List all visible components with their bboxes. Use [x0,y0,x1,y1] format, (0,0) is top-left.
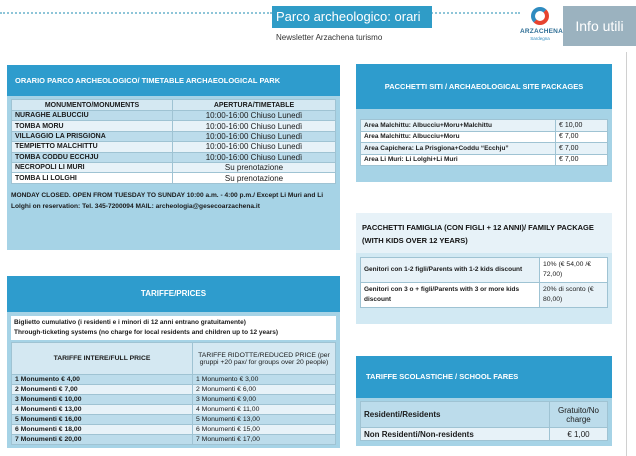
table-row [12,111,336,121]
table-row [12,425,336,435]
site-time: 10:00-16:00 Chiuso Lunedì [173,121,336,131]
reduced-price: 2 Monumenti € 6,00 [193,385,336,395]
tariffe-col-full: TARIFFE INTERE/FULL PRICE [12,343,193,375]
header-dotted-line-right [420,12,520,14]
table-row [12,415,336,425]
orario-panel [7,65,340,250]
table-row [361,131,608,143]
table-row [12,435,336,445]
logo-subtext: Sardegna [530,36,550,41]
logo-text: ARZACHENA [520,28,563,35]
table-row [12,173,336,183]
family-discount-name: Genitori con 1-2 figli/Parents with 1-2 kids discount [361,258,540,283]
site-time: 10:00-16:00 Chiuso Lunedì [173,111,336,121]
site-name: TEMPIETTO MALCHITTU [12,142,173,152]
table-row [361,402,608,428]
family-discount-price: 10% (€ 54,00 /€ 72,00) [540,258,608,283]
pacchetti-table [360,119,608,166]
package-price: € 7,00 [556,154,608,166]
page-subtitle: Newsletter Arzachena turismo [276,33,383,42]
scolastiche-panel [356,356,612,446]
site-name: TOMBA LI LOLGHI [12,173,173,183]
school-fare-name: Non Residenti/Non-residents [361,428,550,441]
full-price: 7 Monumenti € 20,00 [12,435,193,445]
table-row [361,283,608,308]
scolastiche-heading: TARIFFE SCOLASTICHE / SCHOOL FARES [356,356,612,398]
reduced-price: 7 Monumenti € 17,00 [193,435,336,445]
table-row [12,405,336,415]
orario-note: MONDAY CLOSED. OPEN FROM TUESDAY TO SUNDAY 10:00 a.m. - 4:00 p.m./ Except Li Muri and Li Lolghi on reservation: Tel. 345-7200094 MAIL: archeologia@gesecoarzachena.it [11,191,324,210]
famiglia-panel [356,213,612,324]
site-name: TOMBA CODDU ECCHJU [12,152,173,162]
school-fare-price: Gratuito/No charge [550,402,608,428]
header-dotted-line-left [0,12,272,14]
package-name: Area Malchittu: Albucciu+Moru+Malchittu [361,120,556,132]
package-name: Area Malchittu: Albucciu+Moru [361,131,556,143]
table-row [12,142,336,152]
page-title: Parco archeologico: orari [272,6,432,28]
logo-swirl-icon [531,7,549,25]
site-time: Su prenotazione [173,162,336,172]
school-fare-price: € 1,00 [550,428,608,441]
table-row [12,121,336,131]
orario-col-site: MONUMENTO/MONUMENTS [12,100,173,111]
orario-col-time: APERTURA/TIMETABLE [173,100,336,111]
site-time: Su prenotazione [173,173,336,183]
orario-header-row [12,100,336,111]
arzachena-logo [520,6,563,42]
pacchetti-heading: PACCHETTI SITI / ARCHAEOLOGICAL SITE PACKAGES [356,64,612,109]
package-price: € 10,00 [556,120,608,132]
tariffe-col-reduced: TARIFFE RIDOTTE/REDUCED PRICE (per gruppi +20 pax/ for groups over 20 people) [193,343,336,375]
school-fare-name: Residenti/Residents [361,402,550,428]
pacchetti-panel [356,64,612,182]
orario-table [11,99,336,184]
full-price: 4 Monumenti € 13,00 [12,405,193,415]
family-discount-price: 20% di sconto (€ 80,00) [540,283,608,308]
reduced-price: 4 Monumenti € 11,00 [193,405,336,415]
famiglia-heading: PACCHETTI FAMIGLIA (CON FIGLI + 12 ANNI)/ FAMILY PACKAGE (WITH KIDS OVER 12 YEARS) [356,213,612,253]
site-name: TOMBA MORU [12,121,173,131]
orario-heading: ORARIO PARCO ARCHEOLOGICO/ TIMETABLE ARCHAEOLOGICAL PARK [7,65,340,96]
tariffe-note [11,316,336,340]
reduced-price: 5 Monumenti € 13,00 [193,415,336,425]
tariffe-note-line-1: Biglietto cumulativo (i residenti e i minori di 12 anni entrano gratuitamente) [14,319,246,326]
package-price: € 7,00 [556,143,608,155]
table-row [12,162,336,172]
scolastiche-table [360,401,608,441]
full-price: 3 Monumenti € 10,00 [12,395,193,405]
tariffe-panel [7,276,340,448]
tariffe-heading: TARIFFE/PRICES [7,276,340,312]
table-row [12,152,336,162]
package-name: Area Li Muri: Li Lolghi+Li Muri [361,154,556,166]
family-discount-name: Genitori con 3 o + figli/Parents with 3 or more kids discount [361,283,540,308]
site-time: 10:00-16:00 Chiuso Lunedì [173,142,336,152]
table-row [361,258,608,283]
table-row [361,143,608,155]
table-row [12,131,336,141]
table-row [361,120,608,132]
table-row [12,375,336,385]
tariffe-note-line-2: Through-ticketing systems (no charge for local residents and children up to 12 years) [14,329,279,336]
reduced-price: 1 Monumento € 3,00 [193,375,336,385]
table-row [12,395,336,405]
site-time: 10:00-16:00 Chiuso Lunedì [173,152,336,162]
full-price: 1 Monumento € 4,00 [12,375,193,385]
table-row [361,428,608,441]
reduced-price: 6 Monumenti € 15,00 [193,425,336,435]
tariffe-header-row [12,343,336,375]
package-price: € 7,00 [556,131,608,143]
package-name: Area Capichera: La Prisgiona+Coddu “Ecchju” [361,143,556,155]
site-name: NECROPOLI LI MURI [12,162,173,172]
reduced-price: 3 Monumenti € 9,00 [193,395,336,405]
famiglia-table [360,257,608,308]
info-utili-badge: Info utili [563,6,636,46]
site-name: VILLAGGIO LA PRISGIONA [12,131,173,141]
site-time: 10:00-16:00 Chiuso Lunedì [173,131,336,141]
full-price: 2 Monumenti € 7,00 [12,385,193,395]
table-row [361,154,608,166]
table-row [12,385,336,395]
page-divider [626,52,627,456]
full-price: 5 Monumenti € 16,00 [12,415,193,425]
full-price: 6 Monumenti € 18,00 [12,425,193,435]
tariffe-table [11,342,336,445]
site-name: NURAGHE ALBUCCIU [12,111,173,121]
